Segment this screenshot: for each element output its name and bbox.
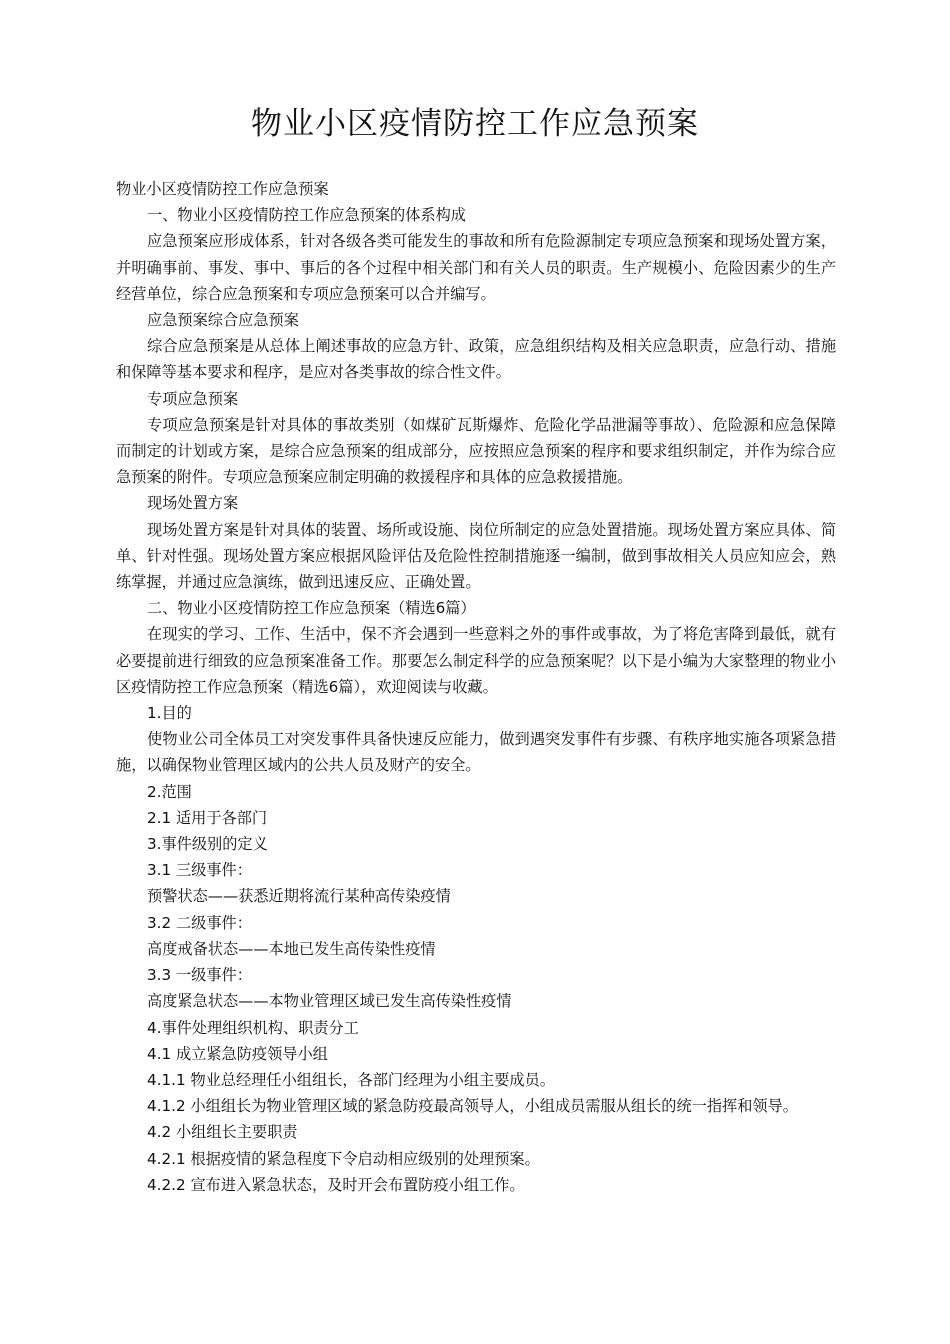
paragraph: 应急预案综合应急预案 — [147, 311, 299, 330]
paragraph: 现场处置方案是针对具体的装置、场所或设施、岗位所制定的应急处置措施。现场处置方案应具体、简单、针对性强。现场处置方案应根据风险评估及危险性控制措施逐一编制，做到事故相关人员应知应会，熟练掌握，并通过应急演练，做到迅速反应、正确处置。 — [116, 520, 836, 592]
paragraph: 在现实的学习、工作、生活中，保不齐会遇到一些意料之外的事件或事故，为了将危害降到最低，就有必要提前进行细致的应急预案准备工作。那要怎么制定科学的应急预案呢？以下是小编为大家整理的物业小区疫情防控工作应急预案（精选6篇），欢迎阅读与收藏。 — [116, 625, 836, 696]
paragraph: 4.2.2 宣布进入紧急状态，及时开会布置防疫小组工作。 — [147, 1175, 525, 1194]
paragraph: 物业小区疫情防控工作应急预案 — [116, 180, 329, 198]
paragraph: 3.2 二级事件： — [147, 913, 252, 932]
paragraph: 现场处置方案 — [147, 494, 239, 513]
paragraph: 4.1 成立紧急防疫领导小组 — [147, 1044, 328, 1063]
paragraph: 专项应急预案是针对具体的事故类别（如煤矿瓦斯爆炸、危险化学品泄漏等事故）、危险源和应急保障而制定的计划或方案，是综合应急预案的组成部分，应按照应急预案的程序和要求组织制定，并作为综合应急预案的附件。专项应急预案应制定明确的救援程序和具体的应急救援措施。 — [116, 415, 836, 487]
paragraph: 应急预案应形成体系，针对各级各类可能发生的事故和所有危险源制定专项应急预案和现场处置方案，并明确事前、事发、事中、事后的各个过程中相关部门和有关人员的职责。生产规模小、危险因素少的生产经营单位，综合应急预案和专项应急预案可以合并编写。 — [116, 232, 836, 303]
paragraph: 2.1 适用于各部门 — [147, 808, 268, 827]
paragraph: 使物业公司全体员工对突发事件具备快速反应能力，做到遇突发事件有步骤、有秩序地实施各项紧急措施，以确保物业管理区域内的公共人员及财产的安全。 — [116, 730, 836, 775]
paragraph: 高度戒备状态——本地已发生高传染性疫情 — [147, 939, 436, 958]
paragraph: 二、物业小区疫情防控工作应急预案（精选6篇） — [147, 599, 476, 618]
paragraph: 一、物业小区疫情防控工作应急预案的体系构成 — [147, 206, 466, 225]
paragraph: 1.目的 — [147, 704, 192, 723]
paragraph: 综合应急预案是从总体上阐述事故的应急方针、政策，应急组织结构及相关应急职责，应急行动、措施和保障等基本要求和程序，是应对各类事故的综合性文件。 — [116, 337, 836, 382]
paragraph: 预警状态——获悉近期将流行某种高传染疫情 — [147, 887, 451, 906]
paragraph: 专项应急预案 — [147, 389, 239, 408]
document-body — [116, 176, 836, 1198]
paragraph: 2.范围 — [147, 782, 192, 801]
paragraph: 高度紧急状态——本物业管理区域已发生高传染性疫情 — [147, 992, 512, 1011]
paragraph: 4.2.1 根据疫情的紧急程度下令启动相应级别的处理预案。 — [147, 1149, 540, 1168]
paragraph: 3.1 三级事件： — [147, 861, 252, 880]
paragraph: 4.1.2 小组组长为物业管理区域的紧急防疫最高领导人，小组成员需服从组长的统一指挥和领导。 — [147, 1097, 798, 1116]
paragraph: 4.事件处理组织机构、职责分工 — [147, 1018, 359, 1037]
paragraph: 3.3 一级事件： — [147, 966, 252, 985]
document-title: 物业小区疫情防控工作应急预案 — [251, 106, 699, 142]
paragraph: 3.事件级别的定义 — [147, 835, 268, 854]
paragraph: 4.1.1 物业总经理任小组组长，各部门经理为小组主要成员。 — [147, 1070, 555, 1089]
paragraph: 4.2 小组组长主要职责 — [147, 1123, 298, 1142]
